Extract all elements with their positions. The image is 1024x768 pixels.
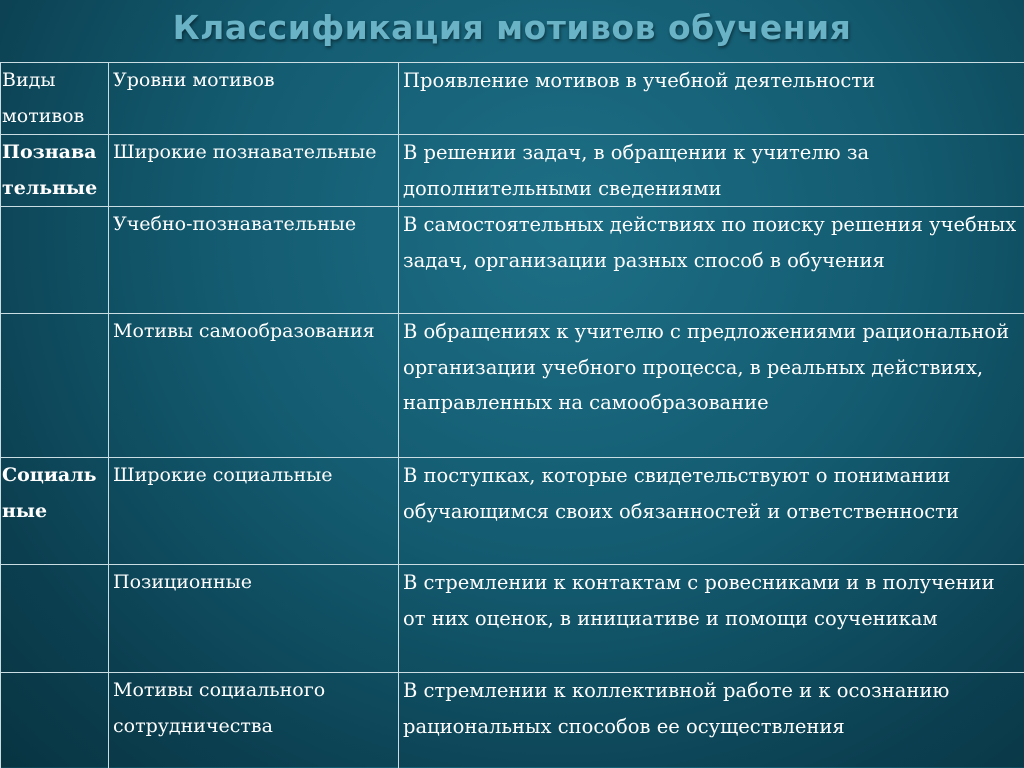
table-row (1, 207, 1024, 314)
table-row (1, 565, 1024, 673)
row-manifestation: В поступках, которые свидетельствуют о понимании обучающимся своих обязанностей и ответственности (399, 458, 1024, 565)
row-kind (1, 565, 109, 673)
row-manifestation: В решении задач, в обращении к учителю за дополнительными сведениями (399, 135, 1024, 207)
row-manifestation: В стремлении к коллективной работе и к осознанию рациональных способов ее осуществления (399, 673, 1024, 768)
row-level: Позиционные (109, 565, 399, 673)
table-row (1, 673, 1024, 768)
motives-table (0, 62, 1024, 768)
table-row (1, 135, 1024, 207)
header-manifestation: Проявление мотивов в учебной деятельности (399, 63, 1024, 135)
row-level: Учебно-познавательные (109, 207, 399, 314)
row-kind (1, 314, 109, 458)
header-levels: Уровни мотивов (109, 63, 399, 135)
row-kind: Социаль ные (1, 458, 109, 565)
table-header-row (1, 63, 1024, 135)
row-kind (1, 673, 109, 768)
row-manifestation: В обращениях к учителю с предложениями рациональной организации учебного процесса, в реальных действиях, направленных на самообразование (399, 314, 1024, 458)
row-level: Широкие социальные (109, 458, 399, 565)
table-row (1, 314, 1024, 458)
row-level: Мотивы самообразования (109, 314, 399, 458)
row-manifestation: В стремлении к контактам с ровесниками и в получении от них оценок, в инициативе и помощи соученикам (399, 565, 1024, 673)
header-kinds: Виды мотивов (1, 63, 109, 135)
row-manifestation: В самостоятельных действиях по поиску решения учебных задач, организации разных способ в обучения (399, 207, 1024, 314)
row-level: Широкие познавательные (109, 135, 399, 207)
row-kind: Познава тельные (1, 135, 109, 207)
page-title: Классификация мотивов обучения (0, 8, 1024, 47)
row-level: Мотивы социального сотрудничества (109, 673, 399, 768)
table-row (1, 458, 1024, 565)
row-kind (1, 207, 109, 314)
